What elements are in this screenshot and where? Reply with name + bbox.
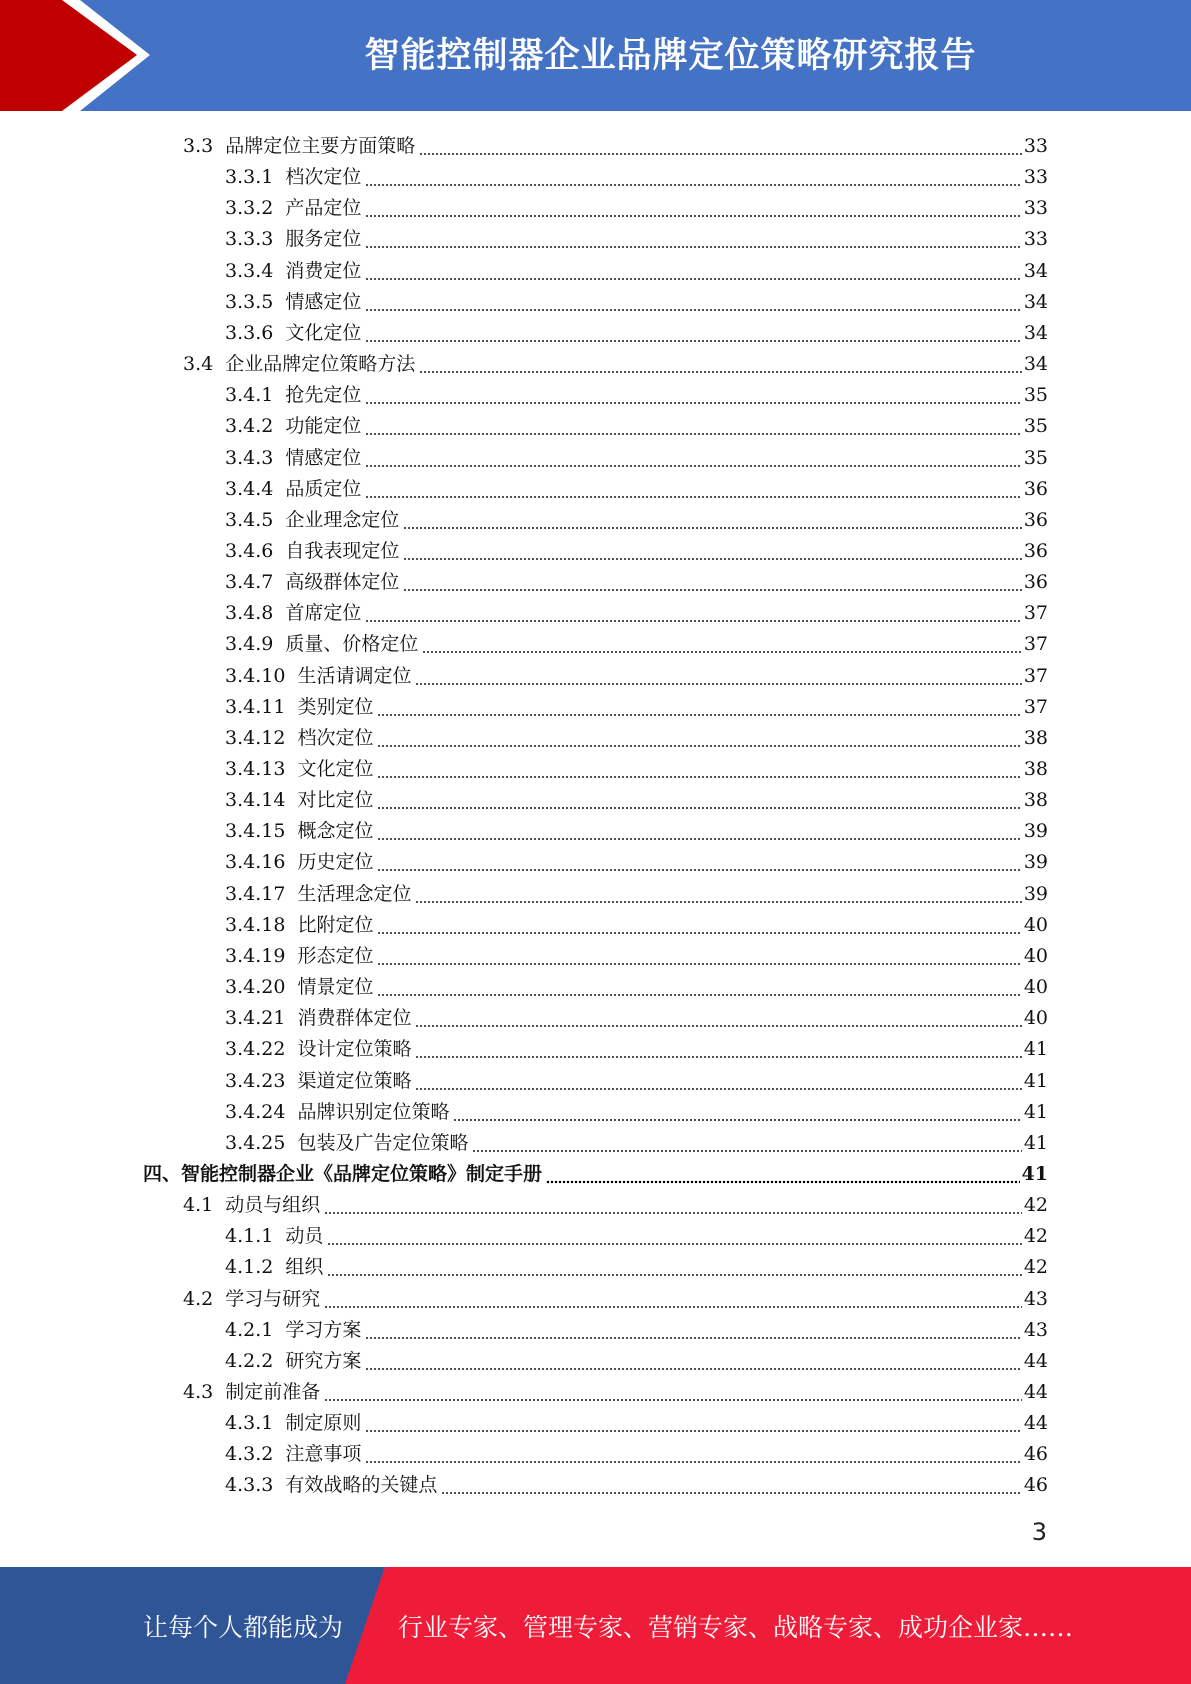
toc-dot-leader bbox=[377, 695, 1021, 719]
toc-entry-label bbox=[183, 1287, 322, 1311]
toc-entry-page: 41 bbox=[1023, 1038, 1048, 1061]
toc-entry[interactable] bbox=[225, 625, 1048, 656]
toc-entry-label bbox=[183, 1193, 322, 1217]
toc-dot-leader bbox=[472, 1131, 1021, 1155]
toc-entry-page: 41 bbox=[1023, 1069, 1048, 1092]
toc-entry[interactable] bbox=[183, 345, 1048, 376]
toc-dot-leader bbox=[422, 632, 1021, 656]
toc-entry-page: 40 bbox=[1023, 976, 1048, 999]
toc-entry-page: 38 bbox=[1023, 758, 1048, 780]
toc-dot-leader bbox=[324, 1380, 1022, 1404]
toc-entry-page: 40 bbox=[1023, 1007, 1048, 1030]
toc-entry-page: 33 bbox=[1023, 166, 1048, 189]
toc-entry-page: 35 bbox=[1023, 415, 1048, 438]
toc-dot-leader bbox=[403, 508, 1021, 532]
toc-entry-page: 42 bbox=[1023, 1194, 1048, 1217]
toc-dot-leader bbox=[365, 414, 1021, 438]
toc-entry-label bbox=[225, 570, 401, 594]
toc-entry[interactable] bbox=[225, 1248, 1048, 1279]
toc-entry-page: 41 bbox=[1021, 1162, 1048, 1185]
toc-entry-title: 包装及广告定位策略 bbox=[297, 1131, 469, 1154]
toc-entry-page: 34 bbox=[1023, 353, 1048, 376]
toc-entry-title: 文化定位 bbox=[297, 758, 374, 780]
toc-entry-title: 制定前准备 bbox=[225, 1381, 321, 1403]
toc-entry-number: 4.3.3 bbox=[225, 1474, 274, 1497]
toc-entry-page: 35 bbox=[1023, 446, 1048, 469]
toc-entry-title: 情景定位 bbox=[297, 976, 374, 999]
toc-entry[interactable] bbox=[225, 1435, 1048, 1466]
toc-entry-label bbox=[225, 227, 363, 251]
toc-dot-leader bbox=[377, 944, 1021, 968]
toc-entry-number: 3.4.13 bbox=[225, 758, 286, 780]
toc-entry-number: 4.1 bbox=[183, 1194, 214, 1217]
toc-entry[interactable] bbox=[225, 594, 1048, 625]
toc-entry-page: 33 bbox=[1023, 228, 1048, 251]
toc-dot-leader bbox=[377, 819, 1021, 843]
toc-entry-page: 42 bbox=[1023, 1256, 1048, 1279]
toc-dot-leader bbox=[415, 882, 1021, 906]
toc-entry-page: 34 bbox=[1023, 259, 1048, 282]
toc-entry-page: 39 bbox=[1023, 851, 1048, 874]
toc-entry-title: 品牌识别定位策略 bbox=[297, 1100, 450, 1123]
toc-entry-number: 3.4.19 bbox=[225, 944, 286, 967]
toc-entry-label bbox=[225, 819, 375, 843]
toc-entry-page: 41 bbox=[1023, 1100, 1048, 1123]
footer-slogan-left: 让每个人都能成为 bbox=[143, 1612, 344, 1642]
toc-dot-leader bbox=[377, 913, 1021, 937]
toc-entry-title: 生活理念定位 bbox=[297, 882, 412, 905]
toc-dot-leader bbox=[377, 726, 1021, 750]
toc-entry-title: 情感定位 bbox=[285, 446, 362, 469]
toc-entry-number: 3.3.3 bbox=[225, 228, 274, 251]
toc-entry-number: 3.4.25 bbox=[225, 1131, 286, 1154]
toc-entry-page: 35 bbox=[1023, 384, 1048, 407]
toc-entry-label bbox=[225, 975, 375, 999]
toc-entry-number: 3.4.24 bbox=[225, 1100, 286, 1123]
toc-entry-page: 37 bbox=[1023, 602, 1048, 625]
toc-dot-leader bbox=[419, 352, 1022, 376]
toc-entry-title: 品牌定位主要方面策略 bbox=[225, 135, 416, 157]
toc-entry-number: 3.4 bbox=[183, 353, 214, 376]
toc-dot-leader bbox=[365, 1442, 1021, 1466]
toc-entry-label bbox=[225, 539, 401, 563]
toc-dot-leader bbox=[324, 1193, 1022, 1217]
header-banner bbox=[0, 0, 1191, 111]
toc-dot-leader bbox=[365, 290, 1021, 314]
toc-entry-title: 学习与研究 bbox=[225, 1287, 321, 1310]
toc-entry-number: 4.3 bbox=[183, 1381, 214, 1403]
toc-dot-leader bbox=[441, 1473, 1021, 1497]
toc-entry[interactable] bbox=[225, 189, 1048, 220]
toc-entry-title: 服务定位 bbox=[285, 228, 362, 251]
toc-entry-title: 功能定位 bbox=[285, 415, 362, 438]
toc-dot-leader bbox=[415, 1069, 1021, 1093]
toc-dot-leader bbox=[546, 1162, 1020, 1186]
toc-entry-title: 概念定位 bbox=[297, 820, 374, 843]
toc-entry-label bbox=[225, 1349, 363, 1373]
toc-entry[interactable] bbox=[225, 1217, 1048, 1248]
toc-entry[interactable] bbox=[225, 1466, 1048, 1497]
toc-entry-title: 学习方案 bbox=[285, 1318, 362, 1341]
toc-dot-leader bbox=[365, 1349, 1021, 1373]
toc-entry-number: 4.1.2 bbox=[225, 1256, 274, 1279]
toc-entry-label bbox=[225, 664, 413, 688]
toc-entry-title: 设计定位策略 bbox=[297, 1038, 412, 1061]
toc-entry-title: 高级群体定位 bbox=[285, 571, 400, 594]
toc-entry-page: 36 bbox=[1023, 539, 1048, 562]
toc-entry-label bbox=[225, 446, 363, 470]
toc-entry[interactable] bbox=[183, 1280, 1048, 1311]
toc-entry-label bbox=[225, 1318, 363, 1342]
toc-entry-label bbox=[225, 913, 375, 937]
toc-entry[interactable] bbox=[225, 470, 1048, 501]
toc-entry-number: 3.4.18 bbox=[225, 913, 286, 936]
toc-entry-page: 46 bbox=[1023, 1443, 1048, 1466]
toc-entry-number: 3.4.3 bbox=[225, 446, 274, 469]
toc-entry-label bbox=[143, 1162, 544, 1186]
toc-entry-number: 3.4.15 bbox=[225, 820, 286, 843]
toc-entry[interactable] bbox=[225, 812, 1048, 843]
toc-entry-title: 注意事项 bbox=[285, 1443, 362, 1466]
toc-dot-leader bbox=[377, 850, 1021, 874]
toc-dot-leader bbox=[365, 446, 1021, 470]
toc-entry-title: 企业理念定位 bbox=[285, 508, 400, 531]
page-number: 3 bbox=[1031, 1518, 1047, 1546]
toc-entry[interactable] bbox=[225, 1311, 1048, 1342]
toc-entry[interactable] bbox=[225, 1093, 1048, 1124]
toc-entry[interactable] bbox=[225, 906, 1048, 937]
toc-entry-title: 有效战略的关键点 bbox=[285, 1474, 438, 1497]
toc-dot-leader bbox=[365, 165, 1021, 189]
toc-entry-label bbox=[225, 1411, 363, 1435]
toc-dot-leader bbox=[377, 788, 1021, 812]
toc-entry-label bbox=[225, 601, 363, 625]
toc-entry-number: 3.4.9 bbox=[225, 633, 274, 656]
toc-entry-number: 3.3 bbox=[183, 135, 214, 157]
toc-entry-label bbox=[225, 1069, 413, 1093]
toc-dot-leader bbox=[403, 570, 1021, 594]
toc-entry-label bbox=[183, 352, 417, 376]
toc-entry-title: 产品定位 bbox=[285, 197, 362, 220]
toc-entry-label bbox=[225, 850, 375, 874]
toc-entry[interactable] bbox=[225, 843, 1048, 874]
toc-entry-title: 比附定位 bbox=[297, 913, 374, 936]
toc-entry-page: 34 bbox=[1023, 290, 1048, 313]
toc-entry-title: 历史定位 bbox=[297, 851, 374, 874]
toc-entry-title: 消费群体定位 bbox=[297, 1007, 412, 1030]
toc-entry[interactable] bbox=[225, 376, 1048, 407]
toc-dot-leader bbox=[365, 196, 1021, 220]
toc-entry-label bbox=[225, 757, 375, 781]
toc-entry-title: 文化定位 bbox=[285, 321, 362, 344]
toc-entry-number: 3.4.16 bbox=[225, 851, 286, 874]
toc-entry-title: 生活请调定位 bbox=[297, 664, 412, 687]
toc-entry-page: 44 bbox=[1023, 1412, 1048, 1435]
toc-dot-leader bbox=[453, 1100, 1021, 1124]
toc-entry[interactable] bbox=[143, 1155, 1048, 1186]
toc-entry-page: 36 bbox=[1023, 508, 1048, 531]
toc-entry-label bbox=[225, 259, 363, 283]
toc-entry-page: 40 bbox=[1023, 913, 1048, 936]
toc-entry-title: 抢先定位 bbox=[285, 384, 362, 407]
toc-entry-page: 33 bbox=[1023, 135, 1048, 157]
toc-entry-label bbox=[183, 1380, 322, 1404]
toc-entry-page: 34 bbox=[1023, 321, 1048, 344]
toc-dot-leader bbox=[365, 1411, 1021, 1435]
toc-entry-number: 4.3.2 bbox=[225, 1443, 274, 1466]
toc-entry-label bbox=[225, 1006, 413, 1030]
toc-entry-title: 消费定位 bbox=[285, 259, 362, 282]
toc-entry-page: 43 bbox=[1023, 1287, 1048, 1310]
toc-entry-label bbox=[225, 196, 363, 220]
toc-entry-title: 首席定位 bbox=[285, 602, 362, 625]
toc-entry-page: 44 bbox=[1023, 1381, 1048, 1403]
toc-dot-leader bbox=[324, 1287, 1022, 1311]
toc-entry-number: 四、 bbox=[143, 1162, 182, 1185]
toc-entry-title: 质量、价格定位 bbox=[285, 633, 419, 656]
toc-entry[interactable] bbox=[225, 407, 1048, 438]
toc-entry-label bbox=[225, 1255, 325, 1279]
toc-dot-leader bbox=[377, 975, 1021, 999]
toc-entry-number: 3.4.2 bbox=[225, 415, 274, 438]
toc-entry-number: 3.4.21 bbox=[225, 1007, 286, 1030]
toc-entry[interactable] bbox=[225, 688, 1048, 719]
toc-entry[interactable] bbox=[225, 750, 1048, 781]
toc-entry[interactable] bbox=[225, 1030, 1048, 1061]
toc-entry-page: 41 bbox=[1023, 1131, 1048, 1154]
toc-entry[interactable] bbox=[183, 1186, 1048, 1217]
toc-entry[interactable] bbox=[225, 563, 1048, 594]
toc-entry-page: 37 bbox=[1023, 633, 1048, 656]
toc-entry[interactable] bbox=[225, 1342, 1048, 1373]
toc-entry-number: 3.4.1 bbox=[225, 384, 274, 407]
toc-entry-number: 3.4.10 bbox=[225, 664, 286, 687]
toc-entry-page: 43 bbox=[1023, 1318, 1048, 1341]
toc-entry[interactable] bbox=[225, 719, 1048, 750]
toc-dot-leader bbox=[415, 664, 1021, 688]
toc-entry-label bbox=[225, 1224, 325, 1248]
toc-dot-leader bbox=[365, 383, 1021, 407]
toc-entry-number: 3.4.17 bbox=[225, 882, 286, 905]
toc-entry[interactable] bbox=[183, 127, 1048, 158]
toc-dot-leader bbox=[365, 477, 1021, 501]
toc-dot-leader bbox=[419, 134, 1022, 158]
toc-entry-number: 3.4.11 bbox=[225, 695, 286, 718]
toc-entry-page: 39 bbox=[1023, 820, 1048, 843]
toc-entry-page: 42 bbox=[1023, 1225, 1048, 1248]
toc-entry-title: 智能控制器企业《品牌定位策略》制定手册 bbox=[181, 1162, 543, 1185]
toc-dot-leader bbox=[365, 1318, 1021, 1342]
toc-entry-title: 形态定位 bbox=[297, 944, 374, 967]
toc-entry-label bbox=[225, 290, 363, 314]
toc-entry-title: 品质定位 bbox=[285, 477, 362, 500]
toc-entry-number: 4.1.1 bbox=[225, 1225, 274, 1248]
toc-entry-title: 档次定位 bbox=[285, 166, 362, 189]
toc-entry-page: 37 bbox=[1023, 695, 1048, 718]
toc-entry-number: 3.4.7 bbox=[225, 571, 274, 594]
toc-entry[interactable] bbox=[225, 1062, 1048, 1093]
toc-entry-title: 类别定位 bbox=[297, 695, 374, 718]
toc-entry-number: 3.4.23 bbox=[225, 1069, 286, 1092]
toc-dot-leader bbox=[327, 1255, 1021, 1279]
toc-entry-number: 3.3.6 bbox=[225, 321, 274, 344]
toc-entry-number: 3.4.6 bbox=[225, 539, 274, 562]
toc-entry-label bbox=[225, 1037, 413, 1061]
toc-dot-leader bbox=[365, 601, 1021, 625]
toc-dot-leader bbox=[327, 1224, 1021, 1248]
report-title: 智能控制器企业品牌定位策略研究报告 bbox=[364, 36, 977, 76]
toc-entry-page: 37 bbox=[1023, 664, 1048, 687]
toc-entry-number: 4.2.1 bbox=[225, 1318, 274, 1341]
toc-dot-leader bbox=[365, 321, 1021, 345]
toc-entry-label bbox=[225, 1473, 439, 1497]
toc-entry-number: 3.3.5 bbox=[225, 290, 274, 313]
toc-entry-title: 企业品牌定位策略方法 bbox=[225, 353, 416, 376]
toc-entry-label bbox=[225, 1131, 470, 1155]
toc-entry-label bbox=[225, 1442, 363, 1466]
toc-entry-page: 36 bbox=[1023, 477, 1048, 500]
toc-entry[interactable] bbox=[225, 937, 1048, 968]
toc-entry-page: 38 bbox=[1023, 789, 1048, 812]
toc-dot-leader bbox=[415, 1037, 1021, 1061]
toc-entry-title: 档次定位 bbox=[297, 726, 374, 749]
toc-entry-number: 3.3.2 bbox=[225, 197, 274, 220]
toc-entry-label bbox=[225, 695, 375, 719]
toc-entry[interactable] bbox=[225, 158, 1048, 189]
toc-entry-title: 研究方案 bbox=[285, 1349, 362, 1372]
footer-slogan-right: 行业专家、管理专家、营销专家、战略专家、成功企业家…… bbox=[398, 1612, 1074, 1642]
toc-entry-label bbox=[183, 134, 417, 158]
toc-entry-title: 组织 bbox=[285, 1256, 324, 1279]
toc-entry-title: 制定原则 bbox=[285, 1412, 362, 1435]
toc-dot-leader bbox=[415, 1006, 1021, 1030]
toc-entry-number: 3.4.22 bbox=[225, 1038, 286, 1061]
toc-entry-title: 对比定位 bbox=[297, 789, 374, 812]
toc-entry-number: 3.4.14 bbox=[225, 789, 286, 812]
toc-entry-label bbox=[225, 383, 363, 407]
toc-entry-label bbox=[225, 882, 413, 906]
toc-entry[interactable] bbox=[225, 781, 1048, 812]
toc-entry-number: 3.4.5 bbox=[225, 508, 274, 531]
toc-entry-number: 3.4.12 bbox=[225, 726, 286, 749]
toc-entry[interactable] bbox=[225, 439, 1048, 470]
footer-banner bbox=[0, 1567, 1191, 1684]
toc-entry[interactable] bbox=[225, 220, 1048, 251]
toc-entry-label bbox=[225, 788, 375, 812]
toc-entry-page: 39 bbox=[1023, 882, 1048, 905]
toc-entry[interactable] bbox=[225, 314, 1048, 345]
toc-entry[interactable] bbox=[225, 252, 1048, 283]
toc-entry-label bbox=[225, 508, 401, 532]
toc-entry-number: 3.4.20 bbox=[225, 976, 286, 999]
toc-entry[interactable] bbox=[183, 1373, 1048, 1404]
toc-entry[interactable] bbox=[225, 1124, 1048, 1155]
toc-entry-page: 36 bbox=[1023, 571, 1048, 594]
toc-dot-leader bbox=[377, 757, 1021, 781]
toc-entry[interactable] bbox=[225, 968, 1048, 999]
toc-entry[interactable] bbox=[225, 283, 1048, 314]
toc-entry-number: 3.3.4 bbox=[225, 259, 274, 282]
toc-entry-title: 渠道定位策略 bbox=[297, 1069, 412, 1092]
toc-dot-leader bbox=[365, 227, 1021, 251]
toc-entry[interactable] bbox=[225, 875, 1048, 906]
toc-entry-title: 动员与组织 bbox=[225, 1194, 321, 1217]
toc-entry-number: 4.3.1 bbox=[225, 1412, 274, 1435]
toc-entry-page: 46 bbox=[1023, 1474, 1048, 1497]
toc-entry-label bbox=[225, 414, 363, 438]
toc-entry-label bbox=[225, 477, 363, 501]
toc-entry-label bbox=[225, 944, 375, 968]
toc-entry-label bbox=[225, 632, 420, 656]
toc-entry-number: 3.4.4 bbox=[225, 477, 274, 500]
toc-entry-number: 4.2 bbox=[183, 1287, 214, 1310]
toc-entry-number: 4.2.2 bbox=[225, 1349, 274, 1372]
toc-entry-label bbox=[225, 165, 363, 189]
toc-entry-page: 38 bbox=[1023, 726, 1048, 749]
toc-entry-number: 3.3.1 bbox=[225, 166, 274, 189]
toc-entry[interactable] bbox=[225, 532, 1048, 563]
toc-entry-label bbox=[225, 321, 363, 345]
toc-entry-label bbox=[225, 1100, 451, 1124]
toc-entry-page: 40 bbox=[1023, 944, 1048, 967]
toc-entry-number: 3.4.8 bbox=[225, 602, 274, 625]
toc-dot-leader bbox=[365, 259, 1021, 283]
toc-entry-label bbox=[225, 726, 375, 750]
toc-entry[interactable] bbox=[225, 657, 1048, 688]
toc-dot-leader bbox=[403, 539, 1021, 563]
toc-entry[interactable] bbox=[225, 501, 1048, 532]
toc-entry-title: 自我表现定位 bbox=[285, 539, 400, 562]
toc-entry[interactable] bbox=[225, 999, 1048, 1030]
toc-entry-page: 44 bbox=[1023, 1349, 1048, 1372]
toc-entry-page: 33 bbox=[1023, 197, 1048, 220]
toc-entry[interactable] bbox=[225, 1404, 1048, 1435]
toc-entry-title: 动员 bbox=[285, 1225, 324, 1248]
toc-entry-title: 情感定位 bbox=[285, 290, 362, 313]
